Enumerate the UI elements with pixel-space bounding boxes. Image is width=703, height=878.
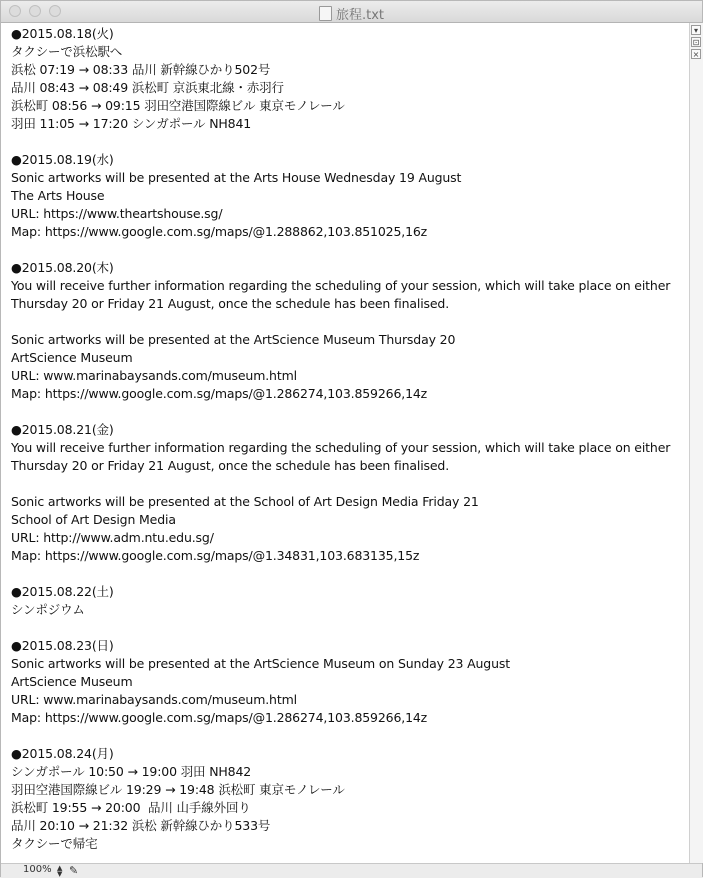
text-line: ●2015.08.23(日) <box>11 638 114 653</box>
text-line: ●2015.08.19(水) <box>11 152 114 167</box>
text-line <box>11 565 670 583</box>
text-line: You will receive further information regarding the scheduling of your session, which will take place on either <box>11 278 671 293</box>
text-line: Map: https://www.google.com.sg/maps/@1.34831,103.683135,15z <box>11 548 420 563</box>
text-line: タクシーで浜松駅へ <box>11 44 123 59</box>
scroll-down-arrow-icon[interactable]: ▾ <box>691 25 701 35</box>
text-line <box>11 313 670 331</box>
text-line: 羽田空港国際線ビル 19:29 → 19:48 浜松町 東京モノレール <box>11 782 345 797</box>
text-line: 品川 08:43 → 08:49 浜松町 京浜東北線・赤羽行 <box>11 80 284 95</box>
text-line: Map: https://www.google.com.sg/maps/@1.288862,103.851025,16z <box>11 224 428 239</box>
text-line: The Arts House <box>11 188 105 203</box>
text-line: ArtScience Museum <box>11 350 133 365</box>
text-line: 品川 20:10 → 21:32 浜松 新幹線ひかり533号 <box>11 818 271 833</box>
text-line: 浜松町 08:56 → 09:15 羽田空港国際線ビル 東京モノレール <box>11 98 345 113</box>
text-line: URL: www.marinabaysands.com/museum.html <box>11 692 297 707</box>
pencil-icon[interactable]: ✎ <box>69 864 79 877</box>
text-line: ●2015.08.24(月) <box>11 746 114 761</box>
text-line: シンポジウム <box>11 602 85 617</box>
text-line: Sonic artworks will be presented at the Arts House Wednesday 19 August <box>11 170 462 185</box>
document-text[interactable] <box>11 25 670 853</box>
text-line <box>11 475 670 493</box>
document-icon <box>319 6 332 21</box>
text-line: School of Art Design Media <box>11 512 176 527</box>
split-view-icon[interactable]: ⊡ <box>692 38 700 47</box>
text-line: ArtScience Museum <box>11 674 133 689</box>
window-title <box>1 4 702 23</box>
vertical-scrollbar[interactable] <box>689 23 703 863</box>
text-line <box>11 133 670 151</box>
text-line: URL: www.marinabaysands.com/museum.html <box>11 368 297 383</box>
text-line: Thursday 20 or Friday 21 August, once the schedule has been finalised. <box>11 458 450 473</box>
text-line: タクシーで帰宅 <box>11 836 98 851</box>
zoom-stepper-icon[interactable]: ▲ ▼ <box>57 864 63 878</box>
close-split-icon[interactable]: × <box>692 50 700 59</box>
text-line <box>11 241 670 259</box>
text-line: URL: http://www.adm.ntu.edu.sg/ <box>11 530 214 545</box>
text-line: You will receive further information regarding the scheduling of your session, which will take place on either <box>11 440 671 455</box>
text-line: 浜松 07:19 → 08:33 品川 新幹線ひかり502号 <box>11 62 271 77</box>
window-title-text: 旅程.txt <box>335 8 385 23</box>
text-editing-area[interactable] <box>1 23 689 863</box>
text-line: ●2015.08.21(金) <box>11 422 114 437</box>
text-line <box>11 403 670 421</box>
text-line: 浜松町 19:55 → 20:00 品川 山手線外回り <box>11 800 251 815</box>
text-line: Sonic artworks will be presented at the ArtScience Museum Thursday 20 <box>11 332 456 347</box>
text-line <box>11 727 670 745</box>
zoom-level[interactable]: 100% <box>23 864 52 875</box>
text-line: Map: https://www.google.com.sg/maps/@1.286274,103.859266,14z <box>11 710 428 725</box>
text-line: ●2015.08.22(土) <box>11 584 114 599</box>
text-line: シンガポール 10:50 → 19:00 羽田 NH842 <box>11 764 252 779</box>
text-line: Thursday 20 or Friday 21 August, once the schedule has been finalised. <box>11 296 450 311</box>
text-line: Map: https://www.google.com.sg/maps/@1.286274,103.859266,14z <box>11 386 428 401</box>
title-bar[interactable] <box>1 1 702 23</box>
status-bar <box>1 863 702 878</box>
text-line: 羽田 11:05 → 17:20 シンガポール NH841 <box>11 116 252 131</box>
text-line <box>11 619 670 637</box>
text-line: ●2015.08.18(火) <box>11 26 114 41</box>
text-line: URL: https://www.theartshouse.sg/ <box>11 206 223 221</box>
text-line: Sonic artworks will be presented at the ArtScience Museum on Sunday 23 August <box>11 656 510 671</box>
text-line: ●2015.08.20(木) <box>11 260 114 275</box>
text-line: Sonic artworks will be presented at the School of Art Design Media Friday 21 <box>11 494 479 509</box>
